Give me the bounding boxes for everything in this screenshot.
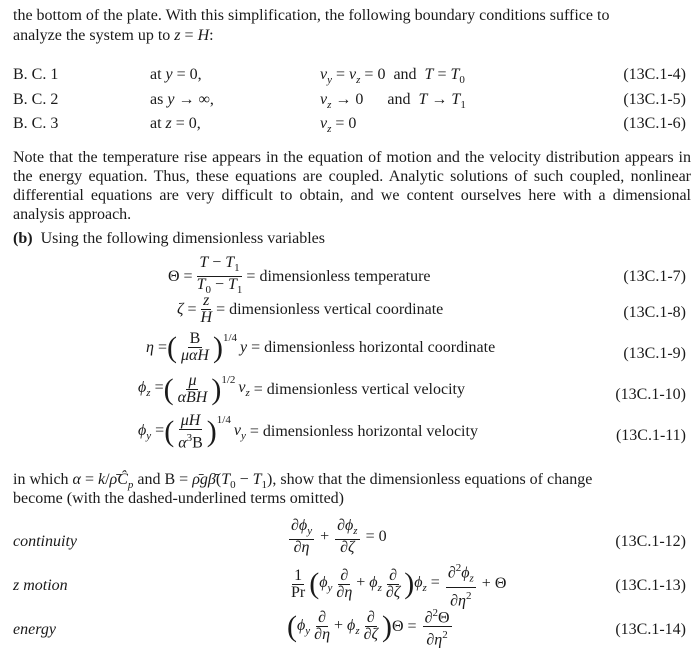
- phi-z-description: = dimensionless vertical velocity: [253, 380, 465, 398]
- eta-definition: η = ( $\frac{B}{\text{μαH}}$ ) $^{1/4}$ y = dimensionless horizontal coordinate: [146, 330, 496, 364]
- bc-3-label: B. C. 3: [13, 115, 59, 132]
- theta-definition: Θ = $\frac{T - T_1}{T_0 - T_1}$ = dimensionless temperature: [168, 254, 431, 297]
- bc-1-where: at y = 0,: [150, 66, 202, 83]
- eta-description: = dimensionless horizontal coordinate: [251, 338, 496, 356]
- bc-3-condition: $v_z = 0$: [320, 115, 357, 136]
- bc-1-label: B. C. 1: [13, 66, 59, 83]
- eq-13c1-13-number: (13C.1-13): [615, 577, 686, 594]
- bc-2-label: B. C. 2: [13, 91, 59, 108]
- eq-13c1-10-number: (13C.1-10): [615, 386, 686, 403]
- phi-y-definition: $\phi_y$ = ( $\frac{\mu H}{\alpha^3B}$ ) $^{1/4}$ $v_y$ = dimensionless horizontal velocity: [138, 412, 478, 452]
- continuity-label: continuity: [13, 533, 77, 550]
- z-motion-equation: $\frac{1}{Pr}$ ( $\phi_y$ $\frac{\partial}{\partial\eta}$ + $\phi_z$ $\frac{\partial}{\partial\zeta}$ ) $\phi_z$ = $\frac{\partial^2\phi_z}{\partial\eta^2}$ + Θ: [291, 562, 507, 609]
- part-b-heading: [13, 229, 691, 248]
- z-motion-label: z motion: [13, 577, 68, 594]
- bc-2-condition: $v_z \to 0$ and $T \to T_1$: [320, 91, 466, 112]
- eq-13c1-11-number: (13C.1-11): [615, 427, 686, 444]
- eq-13c1-12-number: (13C.1-12): [615, 533, 686, 550]
- energy-label: energy: [13, 621, 56, 638]
- note-paragraph: Note that the temperature rise appears in the equation of motion and the velocity distribution appears in the energy equation. Thus, these equations are coupled. Analytic solutions of such coupled, nonlinear differential equations are very difficult to obtain, and we content ourselves here with a dimensional analysis approach.: [13, 149, 691, 223]
- eq-13c1-8-number: (13C.1-8): [623, 304, 686, 321]
- intro-line-2: analyze the system up to z = H:: [13, 27, 214, 44]
- bc-2-where: as y → ∞,: [150, 91, 214, 108]
- part-b-label: (b): [13, 230, 33, 247]
- eq-13c1-7-number: (13C.1-7): [623, 268, 686, 285]
- eq-13c1-9-number: (13C.1-9): [623, 345, 686, 362]
- continuity-equation: $\frac{\partial\phi_y}{\partial\eta}$ + $\frac{\partial\phi_z}{\partial\zeta}$ = 0: [291, 517, 387, 557]
- bc-2-number: (13C.1-5): [623, 91, 686, 108]
- bc-3-where: at z = 0,: [150, 115, 201, 132]
- part-b-text: Using the following dimensionless variables: [40, 230, 325, 247]
- theta-description: = dimensionless temperature: [246, 267, 431, 285]
- zeta-description: = dimensionless vertical coordinate: [216, 300, 444, 318]
- energy-equation: ( $\phi_y$ $\frac{\partial}{\partial\eta}$ + $\phi_z$ $\frac{\partial}{\partial\zeta}$ ) Θ = $\frac{\partial^2\Theta}{\partial\eta^2}$: [287, 607, 450, 649]
- bc-1-condition: $v_y = v_z = 0$ and $T = T_0$: [320, 66, 465, 87]
- after-text-line-1: in which $\alpha = k/\rhōĈ_p$ and $B = \rhōg\betā(T_0 - T_1)$, show that the dimensionless equations of change: [13, 471, 593, 492]
- phi-y-description: = dimensionless horizontal velocity: [249, 423, 478, 441]
- bc-1-number: (13C.1-4): [623, 66, 686, 83]
- after-text-line-2: become (with the dashed-underlined terms omitted): [13, 490, 345, 507]
- phi-z-definition: $\phi_z$ = ( $\frac{\mu}{\text{αBH}}$ ) $^{1/2}$ $v_z$ = dimensionless vertical velocity: [138, 372, 465, 406]
- intro-line-1: the bottom of the plate. With this simplification, the following boundary conditions suffice to: [13, 7, 610, 24]
- eq-13c1-14-number: (13C.1-14): [615, 621, 686, 638]
- zeta-definition: ζ = $\frac{z}{H}$ = dimensionless vertical coordinate: [177, 292, 444, 326]
- bc-3-number: (13C.1-6): [623, 115, 686, 132]
